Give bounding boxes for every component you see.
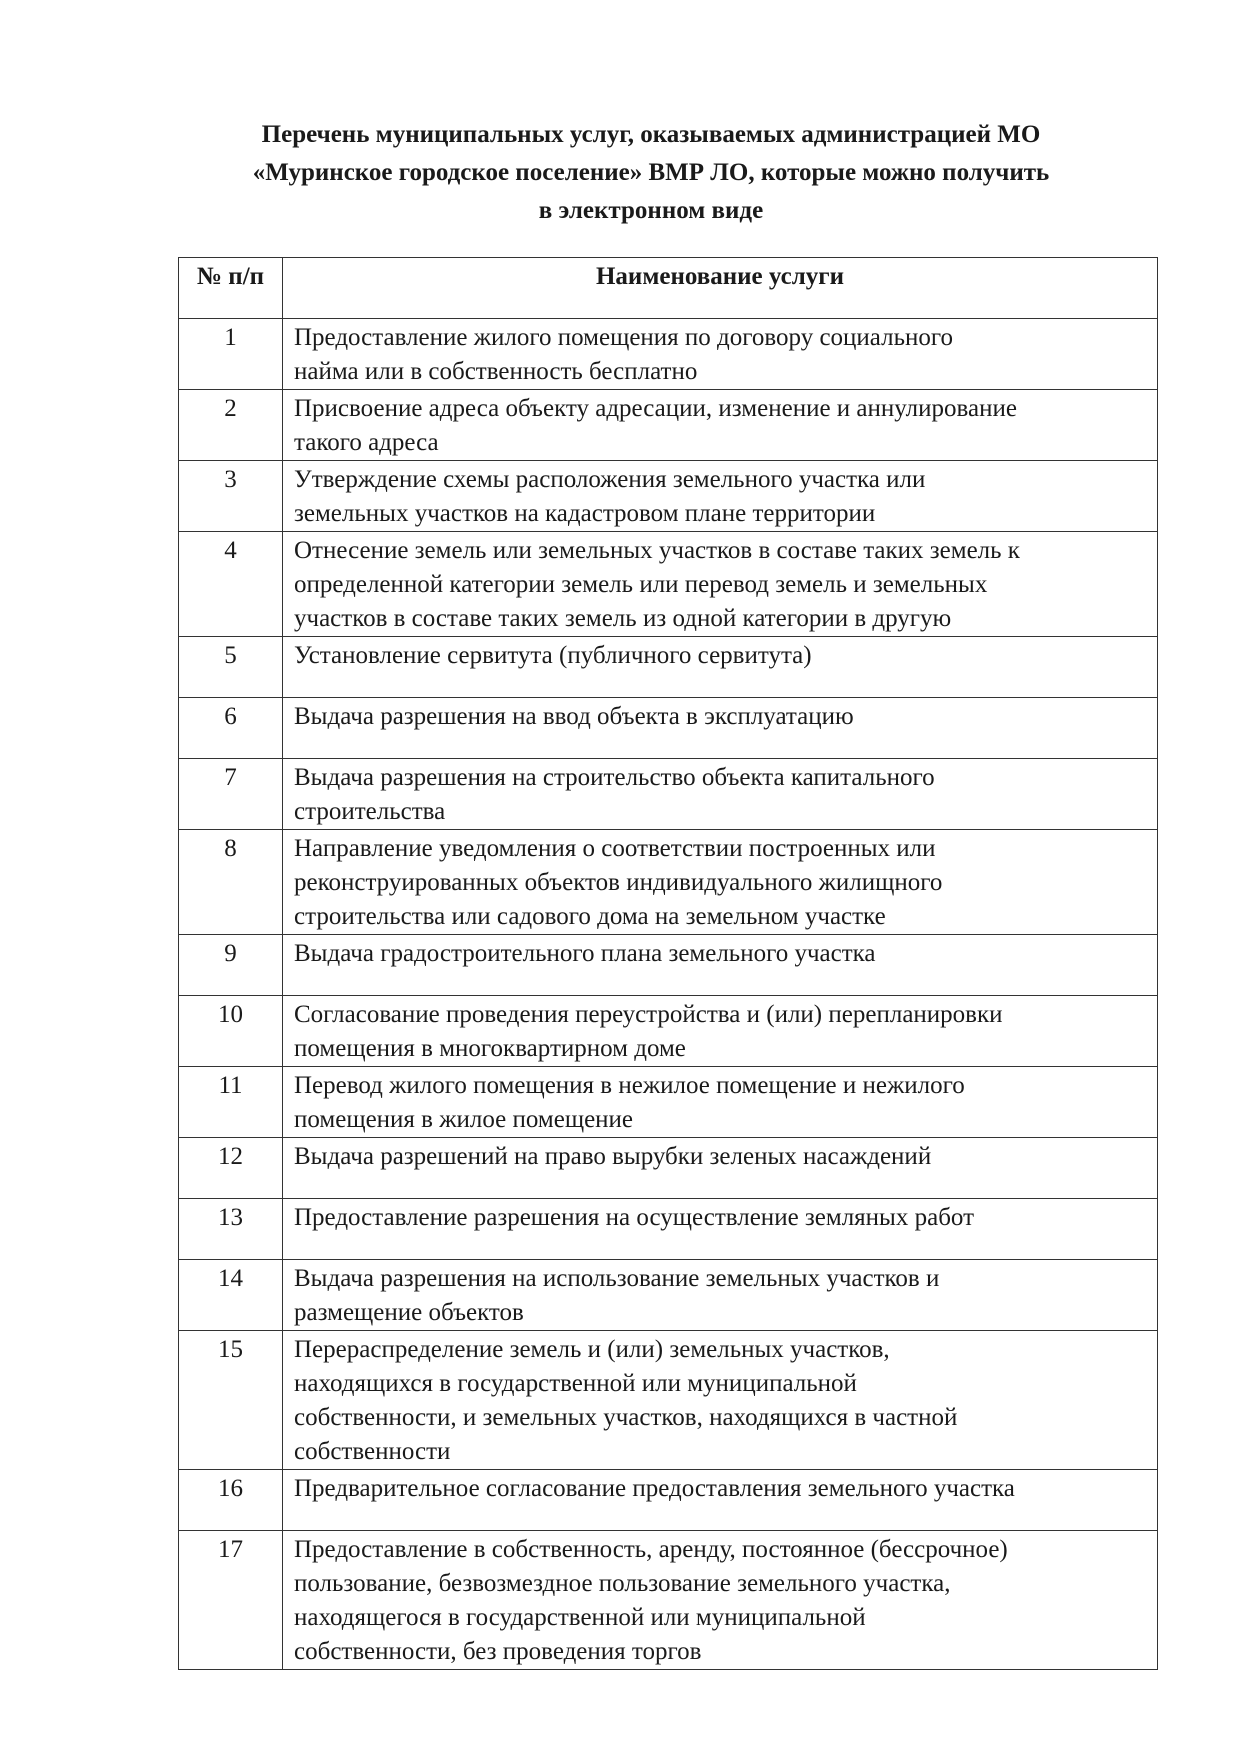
service-name (283, 1470, 1158, 1531)
service-name (283, 759, 1158, 830)
table-row (179, 461, 1158, 532)
service-name-line: найма или в собственность бесплатно (294, 358, 698, 385)
service-name-line: Установление сервитута (публичного сервитута) (294, 642, 812, 669)
table-row (179, 532, 1158, 637)
table-row (179, 390, 1158, 461)
row-number: 6 (179, 698, 283, 759)
table-row (179, 1331, 1158, 1470)
service-name (283, 935, 1158, 996)
service-name-line: размещение объектов (294, 1299, 524, 1326)
service-name-line: Предоставление в собственность, аренду, постоянное (бессрочное) (294, 1536, 1008, 1563)
service-name (283, 1138, 1158, 1199)
service-name-line: помещения в жилое помещение (294, 1106, 634, 1133)
service-name (283, 1531, 1158, 1670)
table-row (179, 935, 1158, 996)
table-row (179, 1067, 1158, 1138)
table-row (179, 319, 1158, 390)
row-number: 16 (179, 1470, 283, 1531)
table-row (179, 1199, 1158, 1260)
service-name (283, 698, 1158, 759)
row-number: 8 (179, 830, 283, 935)
service-name-line: такого адреса (294, 429, 439, 456)
row-number: 10 (179, 996, 283, 1067)
services-table (178, 257, 1158, 1670)
service-name-line: земельных участков на кадастровом плане территории (294, 500, 876, 527)
table-header-row (179, 258, 1158, 319)
service-name-line: помещения в многоквартирном доме (294, 1035, 686, 1062)
row-number: 11 (179, 1067, 283, 1138)
service-name-line: Перевод жилого помещения в нежилое помещение и нежилого (294, 1072, 965, 1099)
table-row (179, 1138, 1158, 1199)
service-name-line: собственности (294, 1438, 451, 1465)
service-name-line: Утверждение схемы расположения земельного участка или (294, 466, 926, 493)
row-number: 4 (179, 532, 283, 637)
table-row (179, 698, 1158, 759)
title-line: Перечень муниципальных услуг, оказываемых администрацией МО (261, 121, 1041, 148)
row-number: 1 (179, 319, 283, 390)
service-name-line: находящихся в государственной или муниципальной (294, 1370, 857, 1397)
service-name-line: строительства или садового дома на земельном участке (294, 903, 886, 930)
service-name (283, 1067, 1158, 1138)
service-name (283, 1331, 1158, 1470)
service-name-line: пользование, безвозмездное пользование земельного участка, (294, 1570, 951, 1597)
service-name-line: Согласование проведения переустройства и (или) перепланировки (294, 1001, 1003, 1028)
service-name (283, 390, 1158, 461)
service-name-line: Предоставление жилого помещения по договору социального (294, 324, 954, 351)
column-header-number: № п/п (179, 258, 283, 319)
service-name-line: Выдача разрешения на строительство объекта капитального (294, 764, 935, 791)
row-number: 9 (179, 935, 283, 996)
service-name-line: участков в составе таких земель из одной категории в другую (294, 605, 952, 632)
service-name (283, 1199, 1158, 1260)
row-number: 7 (179, 759, 283, 830)
row-number: 12 (179, 1138, 283, 1199)
service-name (283, 461, 1158, 532)
service-name (283, 830, 1158, 935)
service-name (283, 996, 1158, 1067)
row-number: 2 (179, 390, 283, 461)
row-number: 3 (179, 461, 283, 532)
service-name (283, 637, 1158, 698)
row-number: 14 (179, 1260, 283, 1331)
service-name-line: Предварительное согласование предоставления земельного участка (294, 1475, 1015, 1502)
row-number: 17 (179, 1531, 283, 1670)
service-name-line: Перераспределение земель и (или) земельных участков, (294, 1336, 890, 1363)
title-line: в электронном виде (538, 197, 764, 224)
service-name-line: собственности, без проведения торгов (294, 1638, 702, 1665)
service-name-line: Выдача разрешения на ввод объекта в эксплуатацию (294, 703, 854, 730)
service-name-line: строительства (294, 798, 446, 825)
row-number: 13 (179, 1199, 283, 1260)
row-number: 5 (179, 637, 283, 698)
service-name-line: Предоставление разрешения на осуществление земляных работ (294, 1204, 975, 1231)
document-title (150, 116, 1152, 230)
service-name-line: Присвоение адреса объекту адресации, изменение и аннулирование (294, 395, 1017, 422)
service-name-line: реконструированных объектов индивидуального жилищного (294, 869, 943, 896)
table-row (179, 1531, 1158, 1670)
service-name-line: Выдача градостроительного плана земельного участка (294, 940, 876, 967)
service-name-line: Отнесение земель или земельных участков в составе таких земель к (294, 537, 1020, 564)
service-name-line: Выдача разрешений на право вырубки зеленых насаждений (294, 1143, 932, 1170)
table-row (179, 637, 1158, 698)
table-row (179, 1260, 1158, 1331)
table-row (179, 759, 1158, 830)
service-name (283, 532, 1158, 637)
service-name-line: находящегося в государственной или муниципальной (294, 1604, 866, 1631)
table-row (179, 996, 1158, 1067)
row-number: 15 (179, 1331, 283, 1470)
service-name-line: определенной категории земель или перевод земель и земельных (294, 571, 988, 598)
service-name (283, 1260, 1158, 1331)
service-name-line: собственности, и земельных участков, находящихся в частной (294, 1404, 958, 1431)
table-row (179, 1470, 1158, 1531)
service-name (283, 319, 1158, 390)
title-line: «Муринское городское поселение» ВМР ЛО, которые можно получить (252, 159, 1050, 186)
service-name-line: Направление уведомления о соответствии построенных или (294, 835, 936, 862)
column-header-service-name: Наименование услуги (283, 258, 1158, 319)
table-row (179, 830, 1158, 935)
service-name-line: Выдача разрешения на использование земельных участков и (294, 1265, 940, 1292)
